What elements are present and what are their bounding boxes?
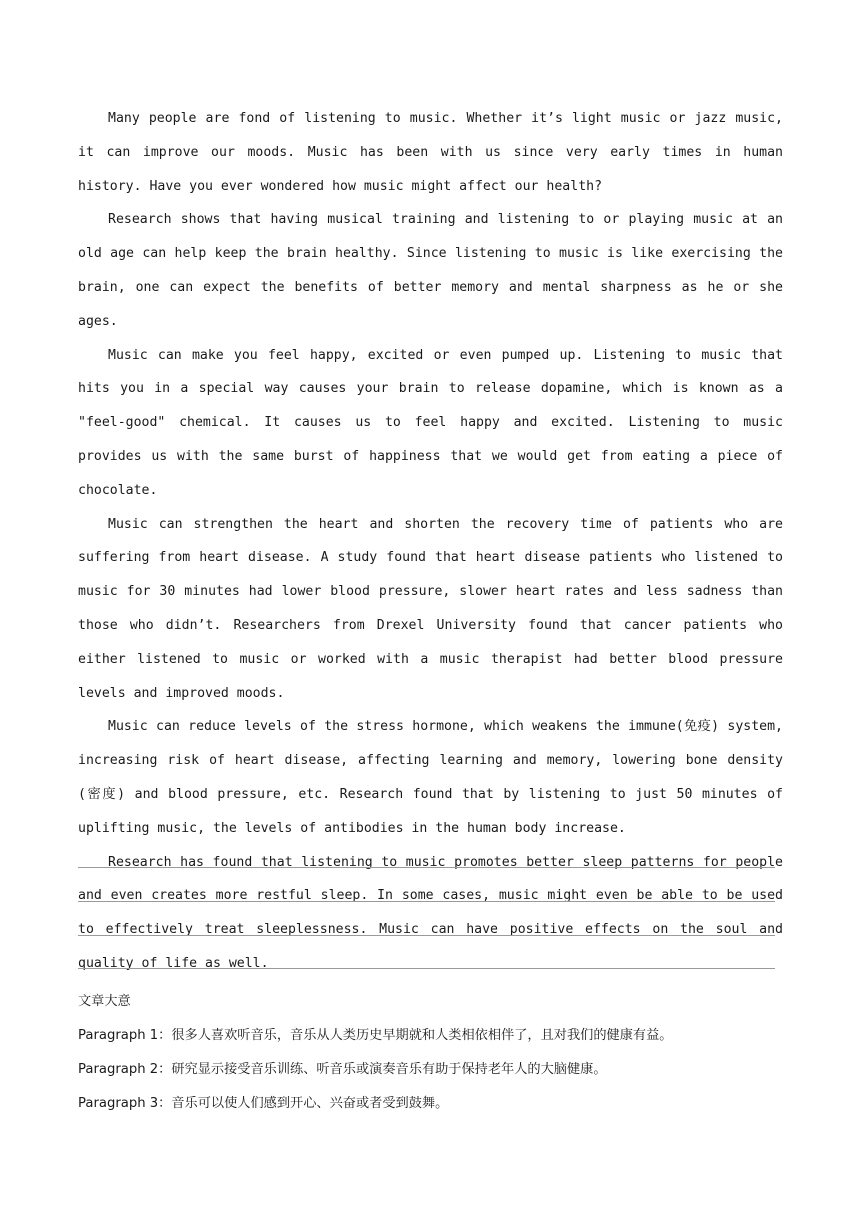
summary-item: Paragraph 3：音乐可以使人们感到开心、兴奋或者受到鼓舞。 [78,1096,449,1111]
paragraph-3: Music can make you feel happy, excited or even pumped up. Listening to music that hits you in a special way causes your brain to release dopamine, which is known as a "feel-good" chemical. It causes us to feel happy and excited. Listening to music provides us with the same burst of happiness that we would get from eating a piece of chocolate. [78,347,783,498]
paragraph-6: Research has found that listening to music promotes better sleep patterns for people and even creates more restful sleep. In some cases, music might even be able to be used to effectively treat sleeplessness. Music can have positive effects on the soul and quality of life as well. [78,854,783,971]
paragraph-2: Research shows that having musical training and listening to or playing music at an old age can help keep the brain healthy. Since listening to music is like exercising the brain, one can expect the benefits of better memory and mental sharpness as he or she ages. [78,212,783,329]
writing-line [78,901,775,935]
summary-title: 文章大意 [78,994,131,1009]
article-body [78,102,783,981]
writing-line [78,935,775,969]
paragraph-4: Music can strengthen the heart and shorten the recovery time of patients who are suffering from heart disease. A study found that heart disease patients who listened to music for 30 minutes had lower blood pressure, slower heart rates and less sadness than those who didn’t. Researchers from Drexel University found that cancer patients who either listened to music or worked with a music therapist had better blood pressure levels and improved moods. [78,516,783,701]
summary-item: Paragraph 1：很多人喜欢听音乐，音乐从人类历史早期就和人类相依相伴了，且对我们的健康有益。 [78,1028,673,1043]
summary-item: Paragraph 2：研究显示接受音乐训练、听音乐或演奏音乐有助于保持老年人的大脑健康。 [78,1062,607,1077]
paragraph-5: Music can reduce levels of the stress hormone, which weakens the immune(免疫) system, increasing risk of heart disease, affecting learning and memory, lowering bone density (密度) and blood pressure, etc. Research found that by listening to just 50 minutes of uplifting music, the levels of antibodies in the human body increase. [78,719,783,836]
paragraph-1: Many people are fond of listening to music. Whether it’s light music or jazz music, it can improve our moods. Music has been with us since very early times in human history. Have you ever wondered how music might affect our health? [78,111,783,194]
writing-lines [78,867,775,1002]
summary-section [78,985,783,1121]
writing-line [78,867,775,901]
